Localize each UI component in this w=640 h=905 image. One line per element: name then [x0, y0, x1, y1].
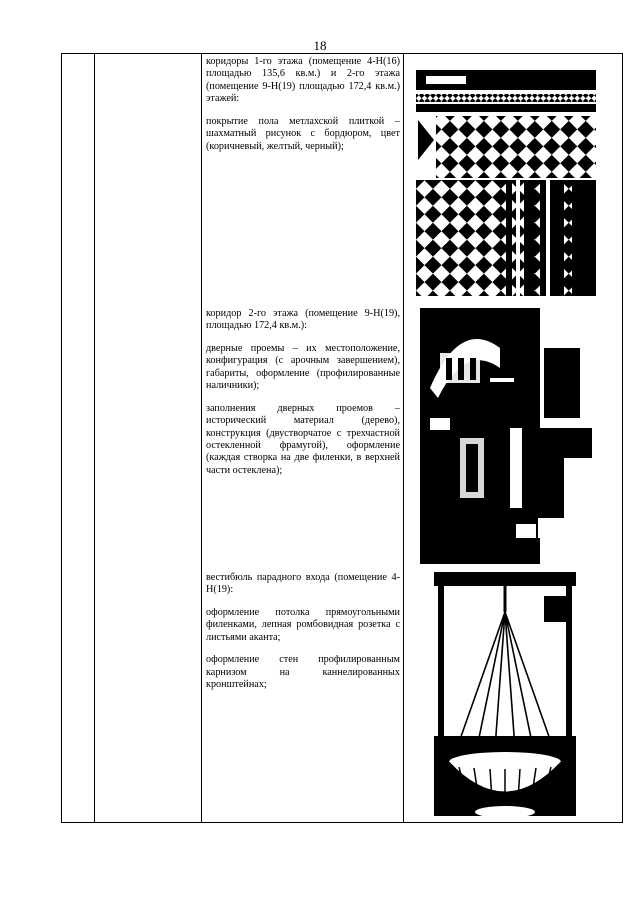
row-3-description [206, 572, 400, 702]
monument-subject-table [61, 53, 623, 823]
row-1-description [206, 56, 400, 163]
column-divider-1 [94, 54, 95, 822]
row-2-paragraph-1: коридор 2-го этажа (помещение 9-Н(19), площадью 172,4 кв.м.): [206, 308, 400, 332]
row-3-paragraph-1: вестибюль парадного входа (помещение 4-Н(19): [206, 572, 400, 596]
column-divider-2 [201, 54, 202, 822]
row-2-paragraph-3: заполнения дверных проемов – исторический материал (дерево), конструкция (двустворчатое с трехчастной остекленной фрамугой), оформление (каждая створка на две филенки, в верхней части остеклена); [206, 402, 400, 476]
column-divider-3 [403, 54, 404, 822]
page-number: 18 [313, 38, 327, 53]
floor-tiles-image [416, 70, 596, 296]
row-3-paragraph-2: оформление потолка прямоугольными филенками, лепная ромбовидная розетка с листьями аканта; [206, 606, 400, 643]
row-2-paragraph-2: дверные проемы – их местоположение, конфигурация (с арочным завершением), габариты, оформление (профилированные наличники); [206, 342, 400, 392]
corridor-door-photo [420, 308, 592, 564]
row-1-paragraph-2: покрытие пола метлахской плиткой – шахматный рисунок с бордюром, цвет (коричневый, желтый, черный); [206, 115, 400, 152]
row-1-paragraph-1: коридоры 1-го этажа (помещение 4-Н(16) площадью 135,6 кв.м.) и 2-го этажа (помещение 9-Н(19) площадью 172,4 кв.м.) этажей: [206, 56, 400, 105]
vestibule-chandelier-image [434, 572, 576, 816]
row-2-description [206, 308, 400, 487]
row-3-paragraph-3: оформление стен профилированным карнизом на каннелированных кронштейнах; [206, 654, 400, 691]
vestibule-chandelier-photo [434, 572, 576, 816]
corridor-door-image [420, 308, 592, 564]
floor-tiles-photo [416, 70, 596, 296]
